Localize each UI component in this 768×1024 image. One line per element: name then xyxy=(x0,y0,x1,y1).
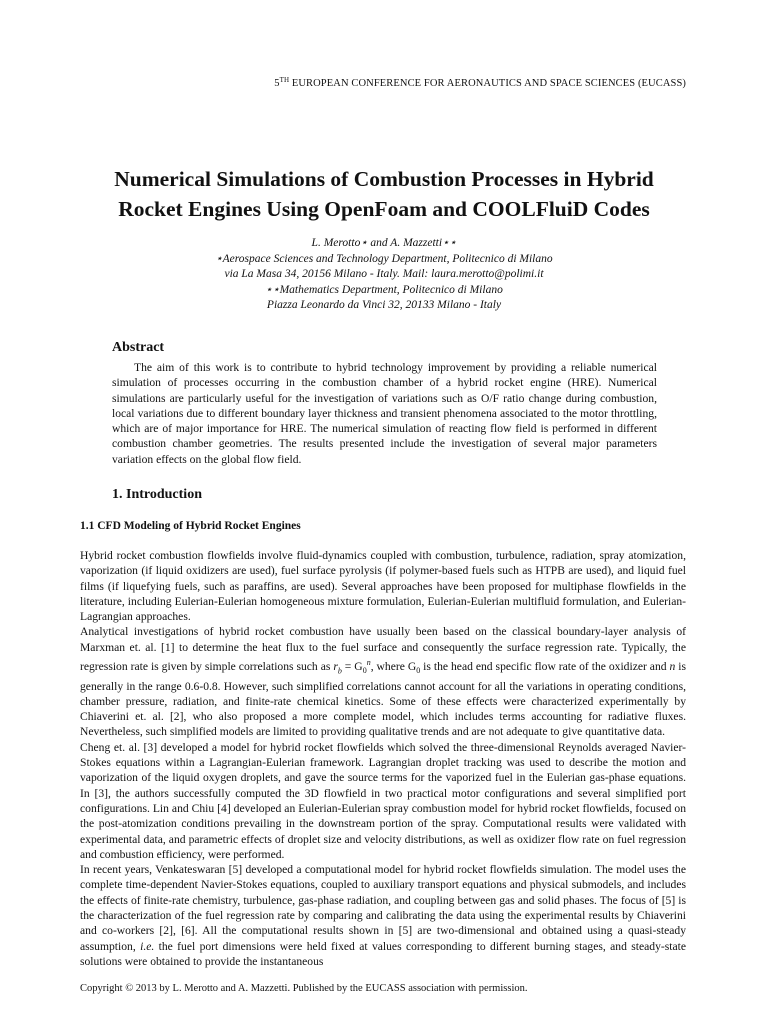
paper-title xyxy=(60,164,708,224)
abstract-text: The aim of this work is to contribute to hybrid technology improvement by providing a reliable numerical simulation of processes occurring in the combustion chamber of a hybrid rocket engine (HRE). Numerical simulations are particularly useful for the investigation of variations such as O/F ratio change during combustion, local variations due to different boundary layer thickness and transient phenomena associated to the motor throttling, which are of major importance for HRE. The numerical simulation of reacting flow field is performed in different combustion chamber geometries. The results presented include the investigation of several major parameters variation effects on the global flow field. xyxy=(112,361,657,466)
subsection-heading-cfd: 1.1 CFD Modeling of Hybrid Rocket Engines xyxy=(80,520,301,532)
address-2: Piazza Leonardo da Vinci 32, 20133 Milano - Italy xyxy=(266,299,502,311)
affiliation-1: ⋆Aerospace Sciences and Technology Department, Politecnico di Milano xyxy=(215,252,553,265)
paragraph-1: Hybrid rocket combustion flowfields involve fluid-dynamics coupled with combustion, turbulence, radiation, spray atomization, vaporization (if liquid oxidizers are used), fuel surface pyrolysis (if polymer-based fuels such as HTPB are used), and liquid fuel films (if liquefying fuels, such as paraffins, are used). Several approaches have been proposed for multiphase flowfields in the literature, including Eulerian-Eulerian homogeneous mixture formulation, Eulerian-Eulerian multifluid formulation, and Eulerian- Lagrangian approaches. xyxy=(80,549,686,624)
address-1: via La Masa 34, 20156 Milano - Italy. Mail: laura.merotto@polimi.it xyxy=(224,268,544,280)
author-names: L. Merotto⋆ and A. Mazzetti⋆⋆ xyxy=(311,237,457,249)
paragraph-3: Cheng et. al. [3] developed a model for hybrid rocket flowfields which solved the three-dimensional Reynolds averaged Navier-Stokes equations within a Lagrangian-Eulerian framework. Lagrangian droplet tracking was used to describe the motion and vaporization of the liquid oxygen droplets, and gave the source terms for the vaporized fuel in the Eulerian gas-phase equations. In [3], the authors successfully computed the 3D flowfield in two practical motor configurations and several simplified port configurations. Lin and Chiu [4] developed an Eulerian-Eulerian spray combustion model for hybrid rocket flowfields, focused on the post-atomization conditions prevailing in the downstream portion of the spray. Computational results were validated with experimental data, and parametric effects of droplet size and velocity distributions, as well as oxidizer flow rate on fuel regression and combustion efficiency, were performed. xyxy=(80,740,686,861)
section-heading-introduction: 1. Introduction xyxy=(112,487,202,502)
copyright-footer: Copyright © 2013 by L. Merotto and A. Mazzetti. Published by the EUCASS association with permission. xyxy=(80,983,528,994)
paragraph-4: In recent years, Venkateswaran [5] developed a computational model for hybrid rocket flowfields simulation. The model uses the complete time-dependent Navier-Stokes equations, coupled to auxiliary transport equations and physical submodels, and includes the effects of finite-rate chemistry, turbulence, gas-phase radiation, and coupling between gas and solid phases. The focus of [5] is the characterization of the fuel regression rate by comparing and calibrating the data using the experimental results by Chiaverini and co-workers [2], [6]. All the computational results shown in [5] are two-dimensional and obtained using a quasi-steady assumption, i.e. the fuel port dimensions were held fixed at values corresponding to different burning stages, and steady-state solutions were obtained to provide the instantaneous xyxy=(80,863,686,968)
title-line-1: Numerical Simulations of Combustion Processes in Hybrid xyxy=(114,167,654,191)
author-block xyxy=(60,236,708,314)
abstract-heading: Abstract xyxy=(112,340,165,355)
body-text xyxy=(80,548,686,969)
paragraph-2: Analytical investigations of hybrid rocket combustion have usually been based on the classical boundary-layer analysis of Marxman et. al. [1] to determine the heat flux to the fuel surface and consequently the surface regression rate. Typically, the regression rate is given by simple correlations such as $r_b = G_0^n$, where $G_0$ is the head end specific flow rate of the oxidizer and n is generally in the range 0.6-0.8. However, such simplified correlations cannot account for all the variations in operating conditions, chamber pressure, radiation, and finite-rate chemical kinetics. Some of these effects were characterized experimentally by Chiaverini et. al. [2], who also proposed a more complete model, which includes terms accounting for radiative fluxes. Nevertheless, such simplified models are limited to providing qualitative trends and are not adequate to give quantitative data. xyxy=(80,625,687,739)
title-line-2: Rocket Engines Using OpenFoam and COOLFluiD Codes xyxy=(118,197,650,221)
affiliation-2: ⋆⋆Mathematics Department, Politecnico di Milano xyxy=(265,283,503,296)
running-header: 5TH EUROPEAN CONFERENCE FOR AERONAUTICS AND SPACE SCIENCES (EUCASS) xyxy=(274,76,686,89)
